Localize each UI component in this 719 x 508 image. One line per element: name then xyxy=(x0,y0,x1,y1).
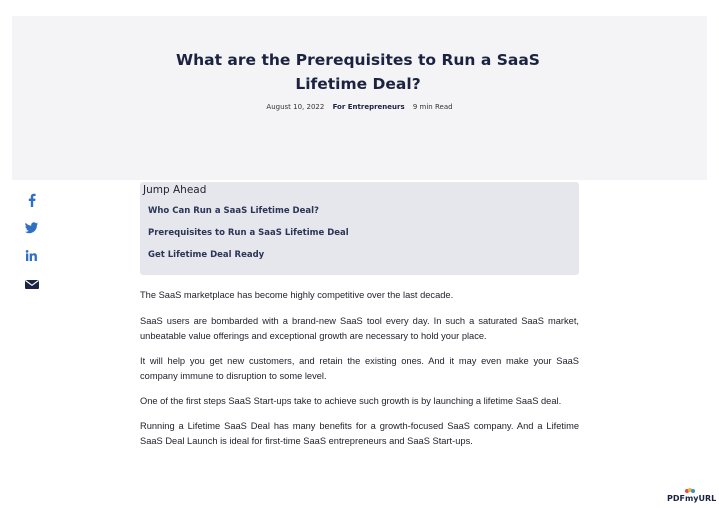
read-time: 9 min Read xyxy=(412,103,453,111)
toc-link-prerequisites[interactable]: Prerequisites to Run a SaaS Lifetime Deal xyxy=(148,228,349,238)
article-meta xyxy=(12,103,707,111)
publish-date: August 10, 2022 xyxy=(266,103,325,111)
twitter-icon[interactable] xyxy=(20,216,44,240)
toc-link-who-can-run[interactable]: Who Can Run a SaaS Lifetime Deal? xyxy=(148,206,319,216)
email-icon[interactable] xyxy=(20,272,44,296)
facebook-icon[interactable] xyxy=(20,188,44,212)
article-body xyxy=(140,288,579,459)
article-header xyxy=(12,16,707,180)
watermark-logo-icon xyxy=(685,488,694,494)
paragraph: SaaS users are bombarded with a brand-new SaaS tool every day. In such a saturated SaaS market, unbeatable value offerings and exceptional growth are necessary to hold your place. xyxy=(140,316,579,341)
toc-heading: Jump Ahead xyxy=(143,184,207,196)
linkedin-icon[interactable] xyxy=(20,244,44,268)
watermark-text: PDFmyURL xyxy=(667,494,717,503)
page-title: What are the Prerequisites to Run a SaaS Lifetime Deal? xyxy=(176,51,540,93)
paragraph: The SaaS marketplace has become highly competitive over the last decade. xyxy=(140,290,454,300)
social-share-bar xyxy=(20,190,44,300)
pdfmyurl-watermark xyxy=(667,494,716,503)
paragraph: One of the first steps SaaS Start-ups take to achieve such growth is by launching a lifetime SaaS deal. xyxy=(140,396,562,406)
table-of-contents xyxy=(140,182,579,275)
category-link[interactable]: For Entrepreneurs xyxy=(332,103,405,111)
toc-link-get-ready[interactable]: Get Lifetime Deal Ready xyxy=(148,250,265,260)
paragraph: It will help you get new customers, and retain the existing ones. And it may even make your SaaS company immune to disruption to some level. xyxy=(140,356,579,381)
paragraph: Running a Lifetime SaaS Deal has many benefits for a growth-focused SaaS company. And a Lifetime SaaS Deal Launch is ideal for first-time SaaS entrepreneurs and SaaS Start-ups. xyxy=(140,421,579,446)
